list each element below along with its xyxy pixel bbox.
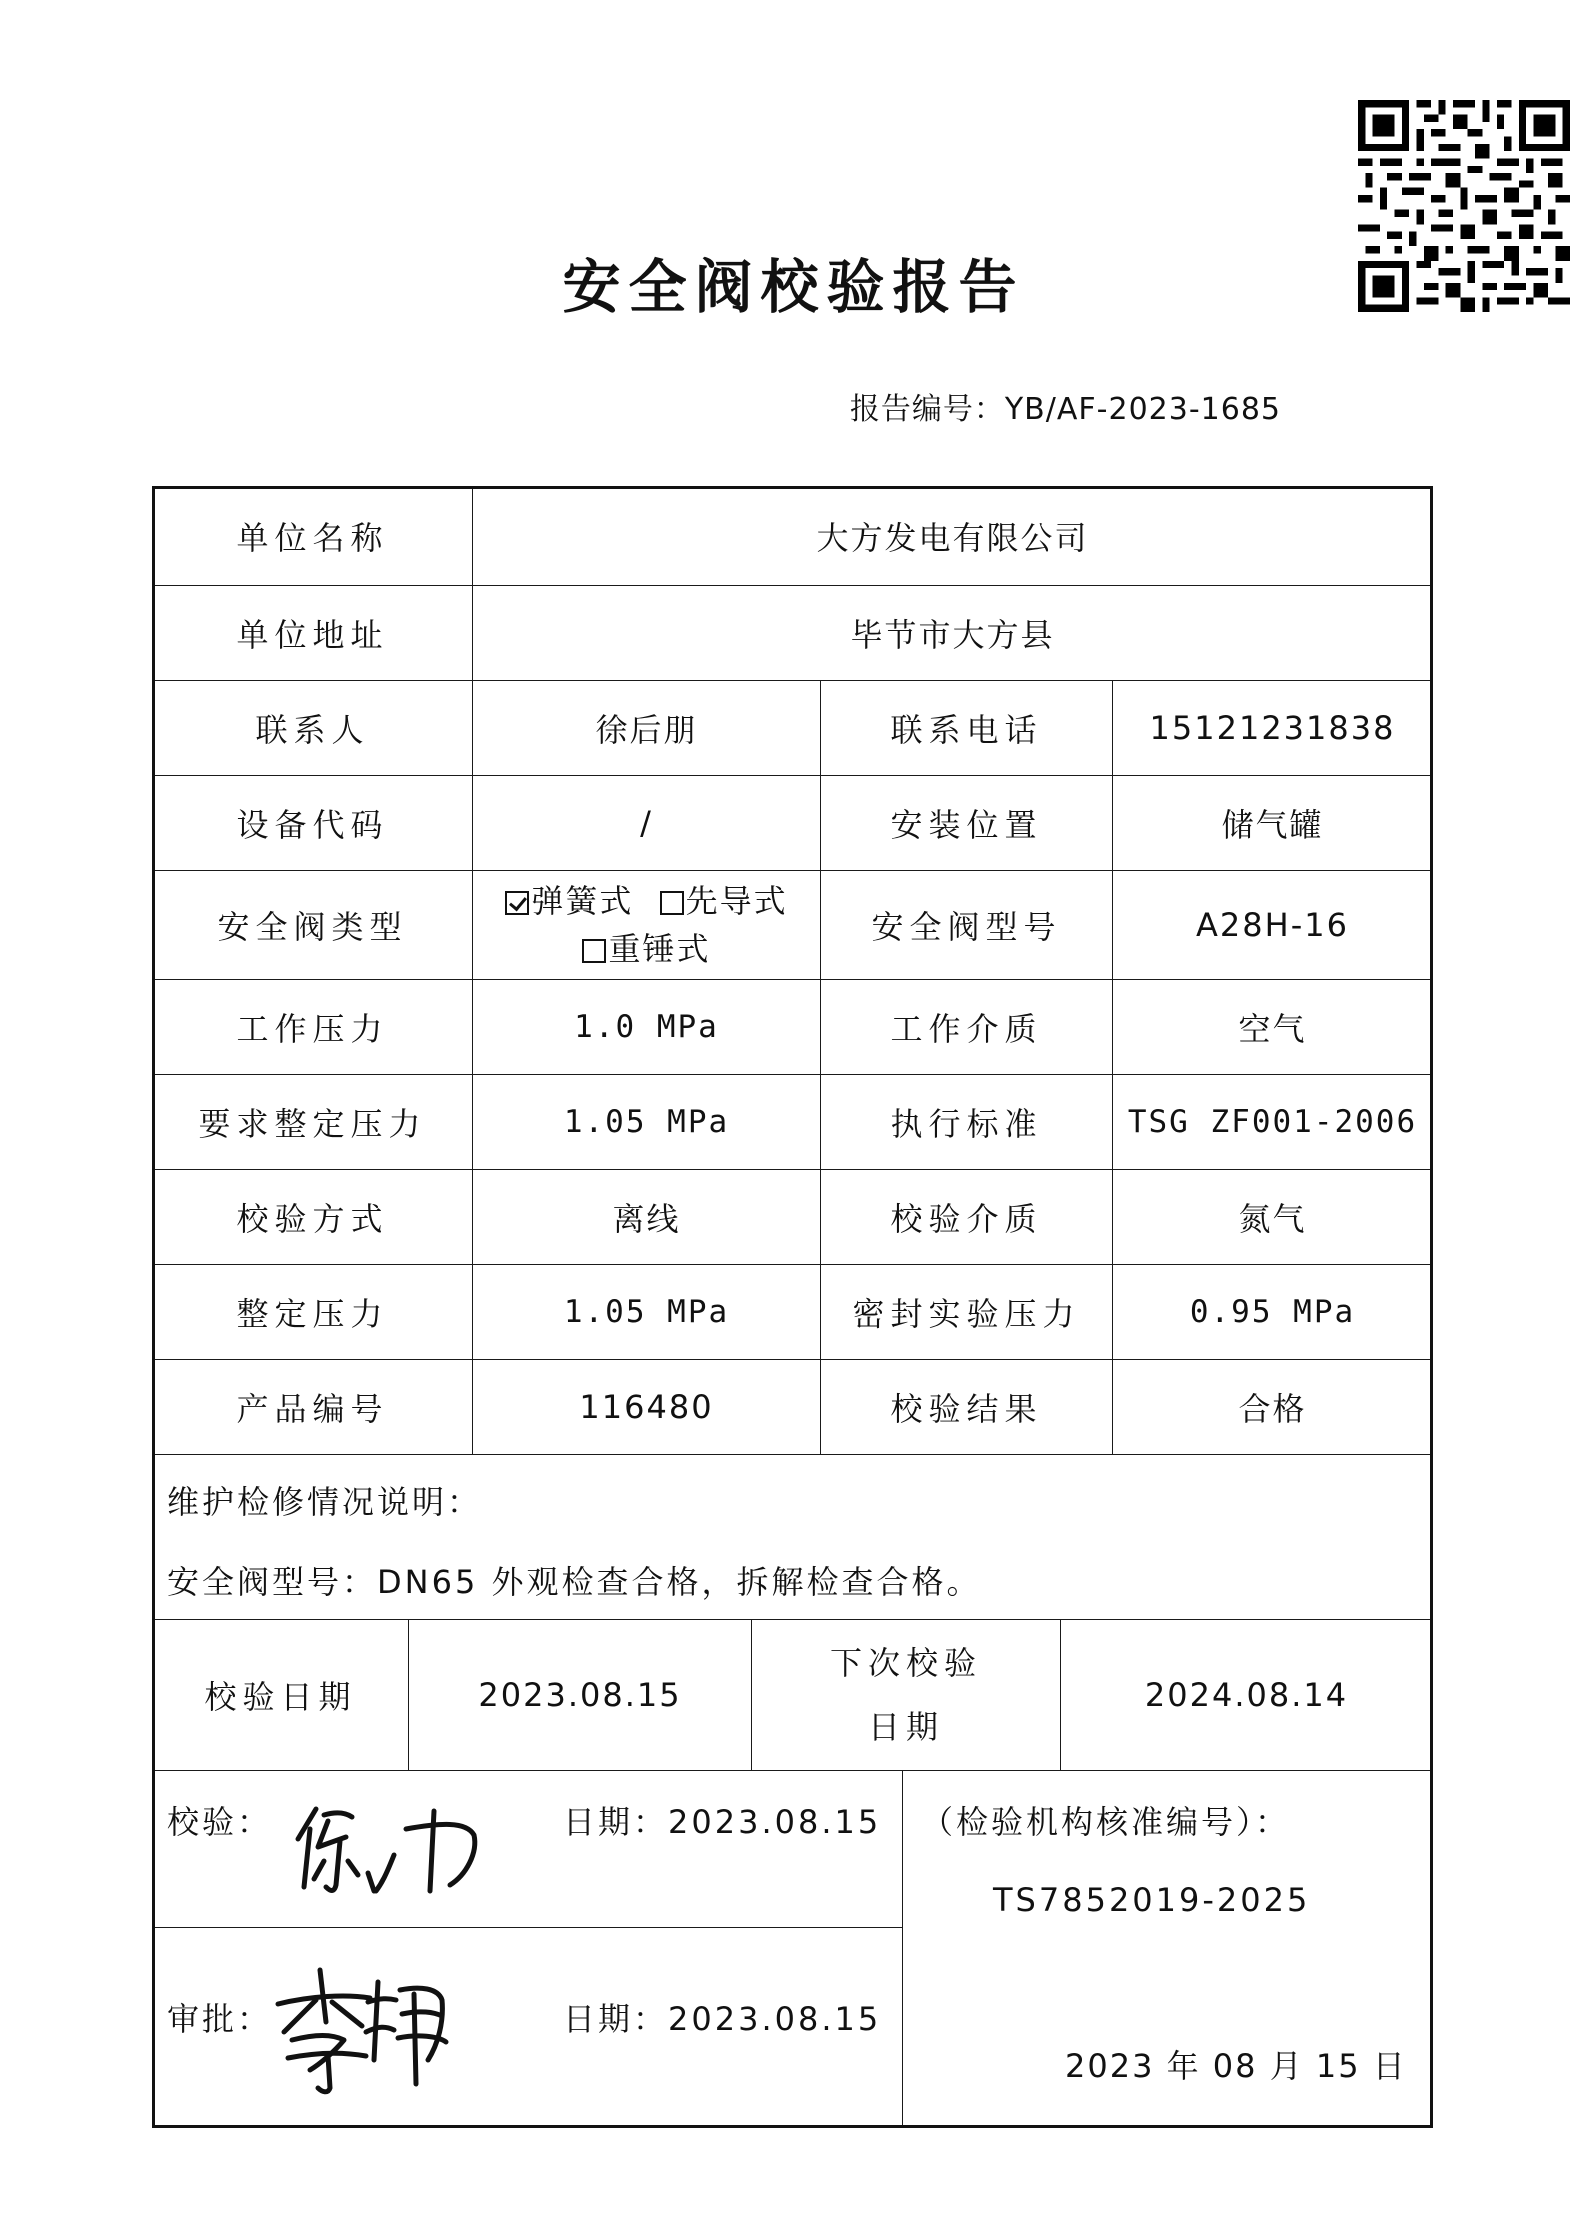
work-pressure-label: 工作压力 (152, 979, 473, 1075)
institution-label: （检验机构核准编号）： (921, 1803, 1291, 1841)
product-no-value: 116480 (472, 1359, 821, 1455)
standard-value: TSG ZF001-2006 (1112, 1074, 1433, 1170)
seal-test-pressure-value: 0.95 MPa (1112, 1264, 1433, 1360)
check-method-value: 离线 (472, 1169, 821, 1265)
institution-code: TS7852019-2025 (993, 1881, 1311, 1919)
set-pressure-label: 整定压力 (152, 1264, 473, 1360)
maintenance-text: 安全阀型号：DN65 外观检查合格，拆解检查合格。 (167, 1563, 982, 1601)
qr-code-icon (1358, 100, 1570, 312)
check-method-label: 校验方式 (152, 1169, 473, 1265)
day-char: 日 (1372, 2047, 1407, 2085)
device-code-value: / (472, 775, 821, 871)
weight-type-label: 重锤式 (608, 930, 711, 968)
work-medium-label: 工作介质 (820, 979, 1113, 1075)
spring-type-label: 弹簧式 (531, 882, 634, 920)
month-char: 月 (1269, 2047, 1304, 2085)
institution-year: 2023 (1065, 2047, 1155, 2085)
check-result-label: 校验结果 (820, 1359, 1113, 1455)
install-location-value: 储气罐 (1112, 775, 1433, 871)
institution-month: 08 (1212, 2047, 1258, 2085)
checker-date: 日期：2023.08.15 (563, 1803, 882, 1841)
seal-test-pressure-label: 密封实验压力 (820, 1264, 1113, 1360)
standard-label: 执行标准 (820, 1074, 1113, 1170)
year-char: 年 (1166, 2047, 1201, 2085)
checker-label: 校验： (167, 1803, 273, 1841)
unit-name-label: 单位名称 (152, 486, 473, 586)
checker-signature (290, 1795, 510, 1905)
next-check-label-line2: 日期 (867, 1708, 944, 1746)
contact-value: 徐后朋 (472, 680, 821, 776)
report-number: 报告编号：YB/AF-2023-1685 (849, 392, 1281, 427)
check-medium-value: 氮气 (1112, 1169, 1433, 1265)
approver-signature (270, 1960, 470, 2100)
check-medium-label: 校验介质 (820, 1169, 1113, 1265)
phone-label: 联系电话 (820, 680, 1113, 776)
required-set-pressure-label: 要求整定压力 (152, 1074, 473, 1170)
next-check-date-value: 2024.08.14 (1060, 1619, 1433, 1771)
valve-type-label: 安全阀类型 (152, 870, 473, 980)
institution-day: 15 (1315, 2047, 1361, 2085)
approver-label: 审批： (167, 2000, 273, 2038)
unit-name-value: 大方发电有限公司 (472, 486, 1433, 586)
phone-value: 15121231838 (1112, 680, 1433, 776)
check-date-value: 2023.08.15 (408, 1619, 752, 1771)
check-date-label: 校验日期 (152, 1619, 409, 1771)
work-pressure-value: 1.0 MPa (472, 979, 821, 1075)
contact-label: 联系人 (152, 680, 473, 776)
unit-address-label: 单位地址 (152, 585, 473, 681)
valve-model-label: 安全阀型号 (820, 870, 1113, 980)
maintenance-heading: 维护检修情况说明： (167, 1483, 483, 1521)
device-code-label: 设备代码 (152, 775, 473, 871)
required-set-pressure-value: 1.05 MPa (472, 1074, 821, 1170)
install-location-label: 安装位置 (820, 775, 1113, 871)
approver-date: 日期：2023.08.15 (563, 2000, 882, 2038)
unit-address-value: 毕节市大方县 (472, 585, 1433, 681)
product-no-label: 产品编号 (152, 1359, 473, 1455)
valve-model-value: A28H-16 (1112, 870, 1433, 980)
check-result-value: 合格 (1112, 1359, 1433, 1455)
next-check-label-line1: 下次校验 (829, 1644, 982, 1682)
report-title: 安全阀校验报告 (562, 253, 1025, 321)
pilot-type-label: 先导式 (685, 882, 788, 920)
set-pressure-value: 1.05 MPa (472, 1264, 821, 1360)
work-medium-value: 空气 (1112, 979, 1433, 1075)
